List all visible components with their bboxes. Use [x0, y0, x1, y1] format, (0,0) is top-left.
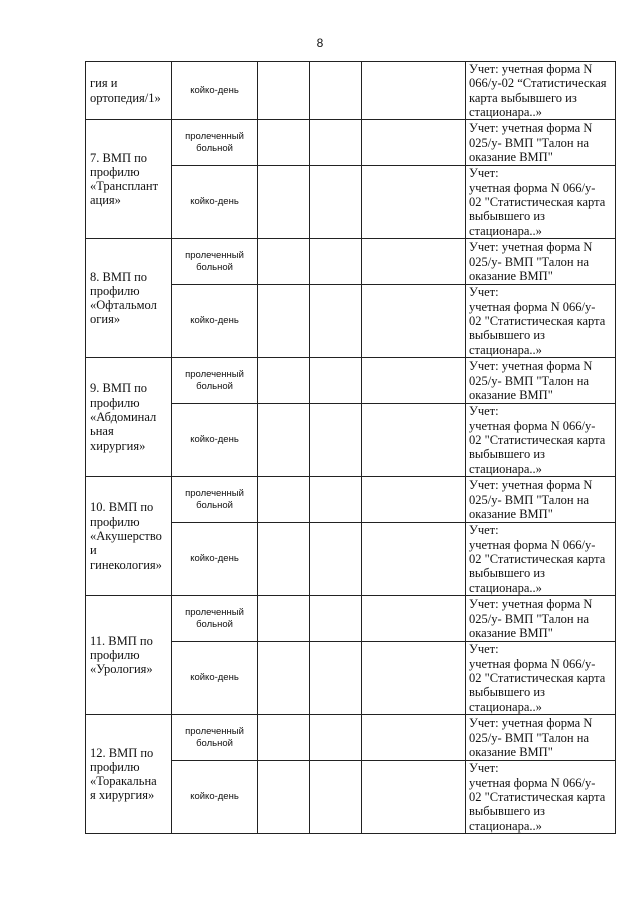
- accounting-form-cell: Учет: учетная форма N 066/у- 02 "Статистическая карта выбывшего из стационара..»: [466, 761, 616, 834]
- value-cell: [362, 62, 466, 120]
- value-cell: [258, 120, 310, 166]
- table-row: [86, 715, 616, 761]
- profile-name-cell: 7. ВМП по профилю «Трансплант ация»: [86, 120, 172, 239]
- accounting-form-cell: Учет: учетная форма N 066/у-02 “Статистическая карта выбывшего из стационара..»: [466, 62, 616, 120]
- value-cell: [310, 523, 362, 596]
- value-cell: [310, 285, 362, 358]
- value-cell: [258, 166, 310, 239]
- value-cell: [258, 761, 310, 834]
- accounting-form-cell: Учет: учетная форма N 066/у- 02 "Статистическая карта выбывшего из стационара..»: [466, 523, 616, 596]
- page-number: 8: [316, 36, 324, 50]
- unit-cell: пролеченный больной: [172, 715, 258, 761]
- indicator-table: [85, 61, 616, 834]
- profile-name-cell: 8. ВМП по профилю «Офтальмол огия»: [86, 239, 172, 358]
- accounting-form-cell: Учет: учетная форма N 025/у- ВМП "Талон на оказание ВМП": [466, 239, 616, 285]
- value-cell: [362, 120, 466, 166]
- table-row: [86, 596, 616, 642]
- value-cell: [310, 166, 362, 239]
- unit-cell: койко-день: [172, 62, 258, 120]
- table-row: [86, 120, 616, 166]
- value-cell: [310, 239, 362, 285]
- value-cell: [310, 62, 362, 120]
- unit-cell: пролеченный больной: [172, 358, 258, 404]
- unit-cell: койко-день: [172, 166, 258, 239]
- value-cell: [362, 358, 466, 404]
- accounting-form-cell: Учет: учетная форма N 066/у- 02 "Статистическая карта выбывшего из стационара..»: [466, 166, 616, 239]
- accounting-form-cell: Учет: учетная форма N 066/у- 02 "Статистическая карта выбывшего из стационара..»: [466, 404, 616, 477]
- unit-cell: койко-день: [172, 642, 258, 715]
- value-cell: [258, 477, 310, 523]
- value-cell: [362, 404, 466, 477]
- accounting-form-cell: Учет: учетная форма N 066/у- 02 "Статистическая карта выбывшего из стационара..»: [466, 285, 616, 358]
- value-cell: [258, 404, 310, 477]
- accounting-form-cell: Учет: учетная форма N 025/у- ВМП "Талон на оказание ВМП": [466, 596, 616, 642]
- value-cell: [258, 523, 310, 596]
- value-cell: [362, 642, 466, 715]
- table-row: [86, 239, 616, 285]
- profile-name-cell: гия и ортопедия/1»: [86, 62, 172, 120]
- profile-name-cell: 12. ВМП по профилю «Торакальна я хирургия»: [86, 715, 172, 834]
- value-cell: [258, 358, 310, 404]
- table-row: [86, 62, 616, 120]
- value-cell: [362, 285, 466, 358]
- value-cell: [258, 596, 310, 642]
- value-cell: [310, 642, 362, 715]
- profile-name-cell: 11. ВМП по профилю «Урология»: [86, 596, 172, 715]
- value-cell: [258, 62, 310, 120]
- value-cell: [310, 358, 362, 404]
- value-cell: [362, 715, 466, 761]
- table-row: [86, 477, 616, 523]
- unit-cell: пролеченный больной: [172, 596, 258, 642]
- value-cell: [310, 477, 362, 523]
- value-cell: [310, 404, 362, 477]
- profile-name-cell: 10. ВМП по профилю «Акушерство и гинекология»: [86, 477, 172, 596]
- accounting-form-cell: Учет: учетная форма N 025/у- ВМП "Талон на оказание ВМП": [466, 358, 616, 404]
- accounting-form-cell: Учет: учетная форма N 025/у- ВМП "Талон на оказание ВМП": [466, 120, 616, 166]
- value-cell: [258, 239, 310, 285]
- value-cell: [362, 596, 466, 642]
- value-cell: [258, 285, 310, 358]
- value-cell: [362, 477, 466, 523]
- accounting-form-cell: Учет: учетная форма N 066/у- 02 "Статистическая карта выбывшего из стационара..»: [466, 642, 616, 715]
- unit-cell: койко-день: [172, 523, 258, 596]
- value-cell: [258, 715, 310, 761]
- profile-name-cell: 9. ВМП по профилю «Абдоминал ьная хирургия»: [86, 358, 172, 477]
- unit-cell: койко-день: [172, 285, 258, 358]
- unit-cell: койко-день: [172, 404, 258, 477]
- value-cell: [310, 596, 362, 642]
- value-cell: [362, 239, 466, 285]
- table-body: [86, 62, 616, 834]
- value-cell: [310, 120, 362, 166]
- value-cell: [362, 166, 466, 239]
- unit-cell: пролеченный больной: [172, 120, 258, 166]
- value-cell: [362, 761, 466, 834]
- value-cell: [310, 715, 362, 761]
- unit-cell: пролеченный больной: [172, 239, 258, 285]
- unit-cell: койко-день: [172, 761, 258, 834]
- value-cell: [258, 642, 310, 715]
- unit-cell: пролеченный больной: [172, 477, 258, 523]
- value-cell: [310, 761, 362, 834]
- accounting-form-cell: Учет: учетная форма N 025/у- ВМП "Талон на оказание ВМП": [466, 715, 616, 761]
- value-cell: [362, 523, 466, 596]
- table-row: [86, 358, 616, 404]
- accounting-form-cell: Учет: учетная форма N 025/у- ВМП "Талон на оказание ВМП": [466, 477, 616, 523]
